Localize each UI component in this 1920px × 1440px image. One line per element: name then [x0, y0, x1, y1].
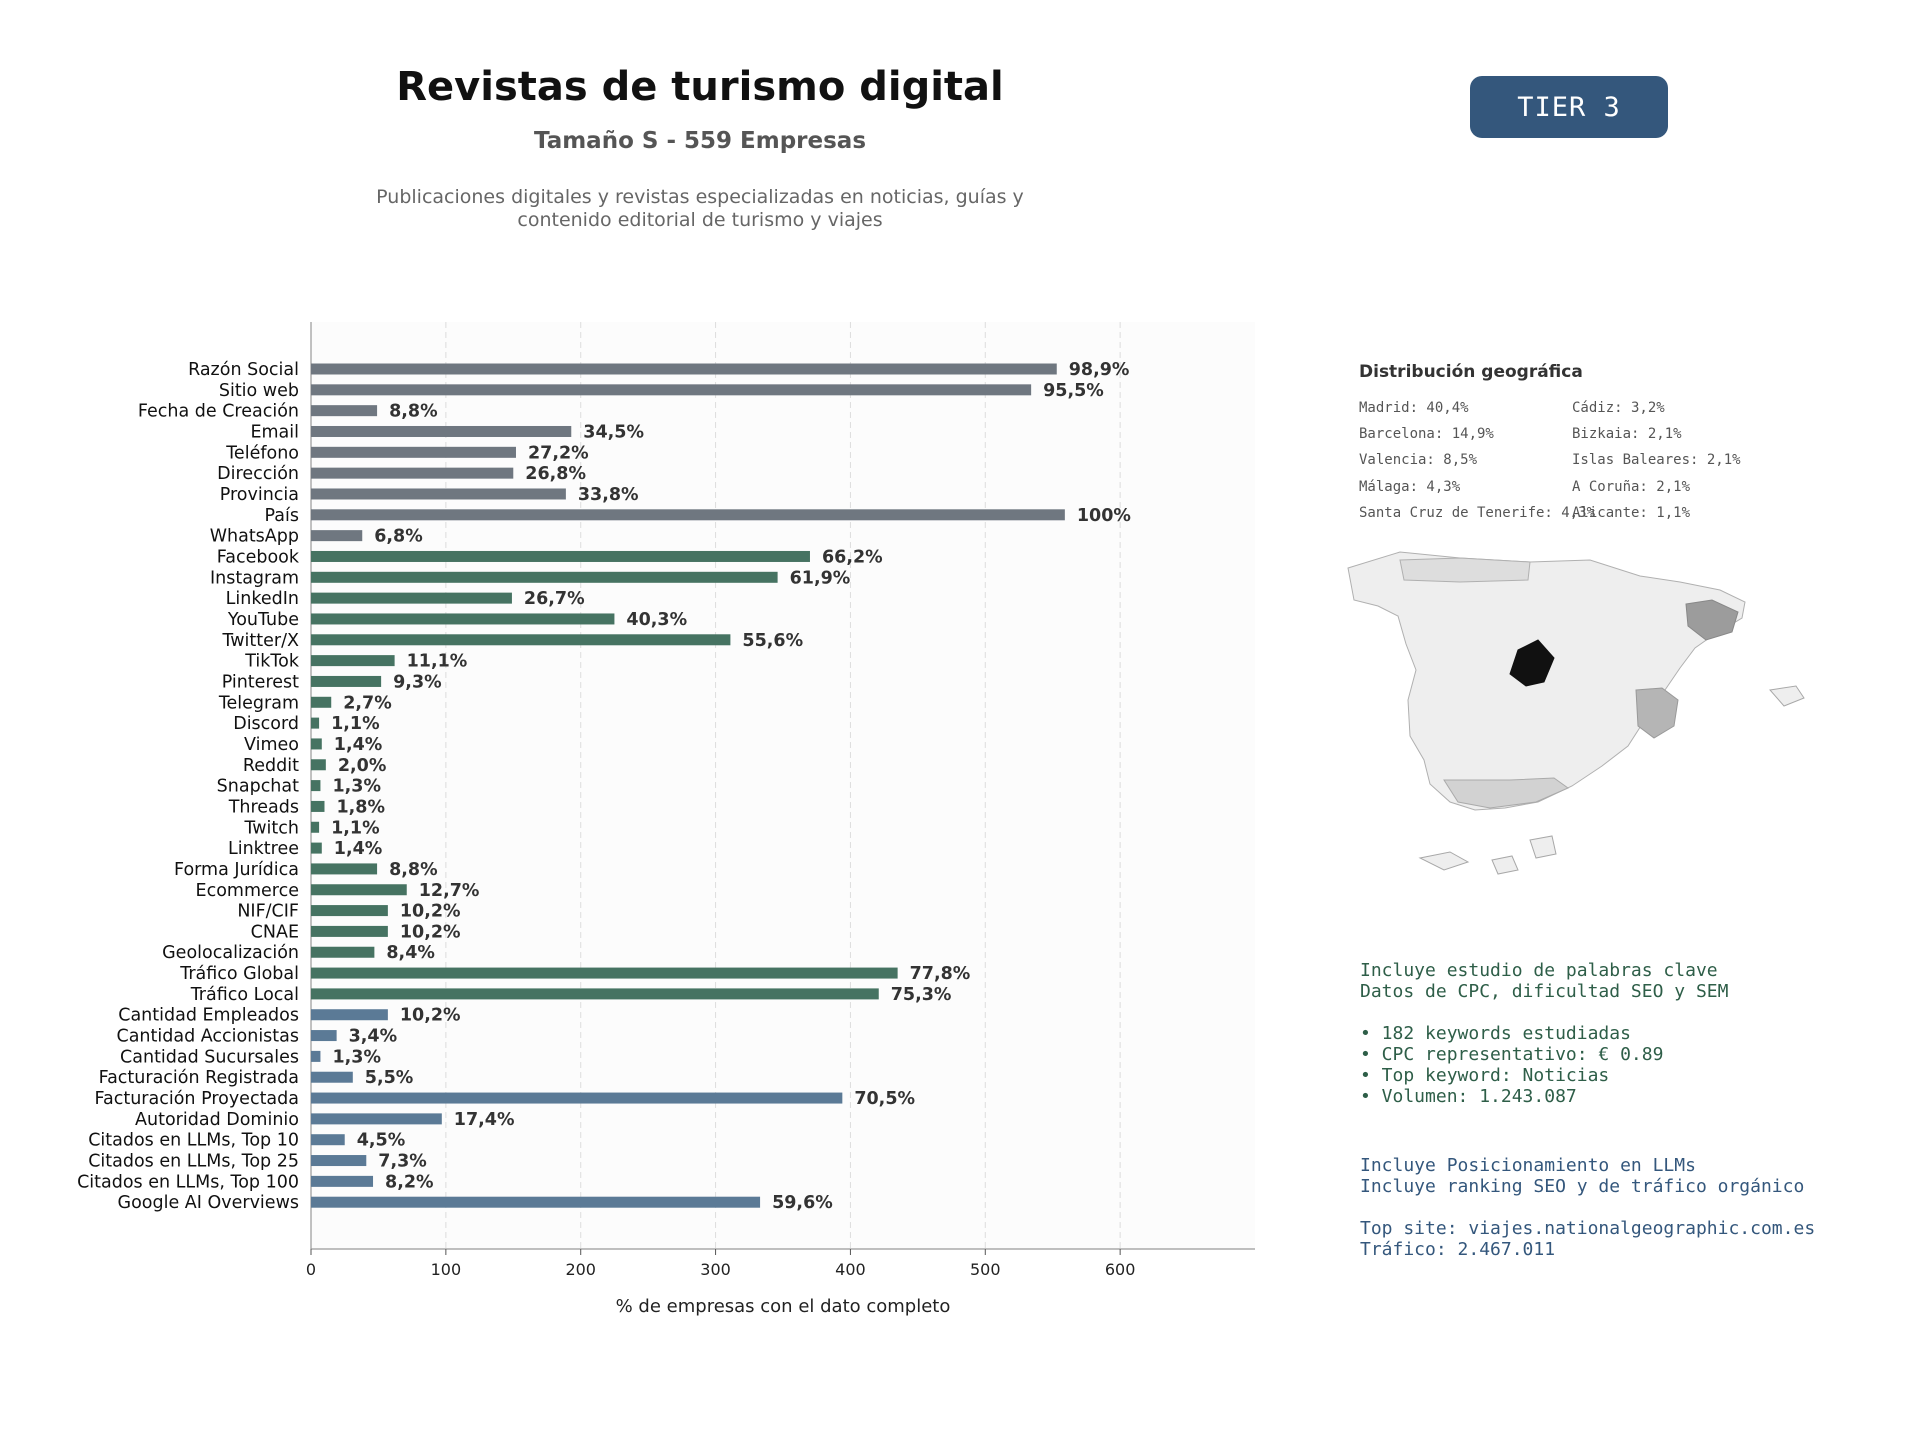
top-site-traffic: Tráfico: 2.467.011 — [1360, 1239, 1556, 1260]
value-label: 8,4% — [386, 943, 435, 964]
bar — [311, 509, 1065, 520]
value-label: 1,4% — [333, 839, 383, 860]
bar — [311, 1009, 388, 1020]
bar — [311, 1176, 373, 1187]
category-label: CNAE — [250, 922, 299, 943]
category-label: Discord — [233, 714, 299, 735]
category-label: Facturación Registrada — [98, 1068, 299, 1089]
category-label: Google AI Overviews — [117, 1193, 299, 1214]
x-tick-label: 400 — [835, 1260, 866, 1279]
geo-item: Alicante: 1,1% — [1572, 505, 1691, 521]
category-label: NIF/CIF — [237, 901, 299, 922]
value-label: 1,8% — [336, 797, 386, 818]
x-tick-label: 0 — [305, 1260, 317, 1279]
geo-item: Barcelona: 14,9% — [1359, 426, 1494, 442]
value-label: 61,9% — [789, 568, 851, 589]
value-label: 77,8% — [909, 964, 971, 985]
value-label: 2,7% — [343, 693, 392, 714]
category-label: Teléfono — [226, 443, 299, 464]
value-label: 55,6% — [742, 630, 804, 651]
bar — [311, 884, 407, 895]
geo-item: Islas Baleares: 2,1% — [1572, 452, 1741, 468]
bar — [311, 947, 374, 958]
bar — [311, 1155, 366, 1166]
category-label: Citados en LLMs, Top 25 — [88, 1151, 299, 1172]
category-label: Twitter/X — [222, 630, 299, 651]
category-label: Provincia — [219, 484, 299, 505]
plot-background — [311, 322, 1255, 1249]
bar — [311, 1093, 842, 1104]
value-label: 1,4% — [333, 734, 383, 755]
x-tick-label: 500 — [970, 1260, 1001, 1279]
value-label: 1,1% — [331, 714, 380, 735]
x-axis-label: % de empresas con el dato completo — [615, 1296, 951, 1317]
category-label: Fecha de Creación — [137, 401, 299, 422]
canary-islands — [1420, 836, 1556, 874]
category-label: Citados en LLMs, Top 100 — [77, 1172, 299, 1193]
keywords-bullet: • CPC representativo: € 0.89 — [1360, 1044, 1664, 1065]
keywords-bullet: • 182 keywords estudiadas — [1360, 1023, 1631, 1044]
category-label: LinkedIn — [225, 589, 299, 610]
category-label: Geolocalización — [162, 943, 299, 964]
bar — [311, 384, 1031, 395]
bar — [311, 613, 614, 624]
value-label: 6,8% — [374, 526, 423, 547]
valencia-region — [1636, 688, 1678, 738]
category-label: Facebook — [216, 547, 299, 568]
value-label: 98,9% — [1068, 360, 1130, 380]
value-label: 8,8% — [389, 401, 438, 422]
value-label: 95,5% — [1043, 380, 1104, 401]
bar — [311, 738, 322, 749]
category-label: Forma Jurídica — [174, 859, 299, 880]
bar — [311, 759, 326, 770]
category-label: Sitio web — [218, 380, 299, 401]
bar — [311, 447, 516, 458]
bar — [311, 1197, 760, 1208]
bar — [311, 1134, 345, 1145]
bar — [311, 572, 778, 583]
value-label: 1,3% — [332, 1047, 381, 1068]
category-label: Twitch — [244, 818, 299, 839]
geo-item: Madrid: 40,4% — [1359, 400, 1469, 416]
bar — [311, 593, 512, 604]
value-label: 10,2% — [399, 1005, 461, 1026]
bar — [311, 718, 319, 729]
value-label: 10,2% — [399, 901, 461, 922]
page-subtitle: Tamaño S - 559 Empresas — [533, 128, 867, 154]
value-label: 2,0% — [337, 755, 387, 776]
spain-map — [1340, 540, 1840, 910]
tier-badge: TIER 3 — [1470, 76, 1668, 138]
value-label: 34,5% — [583, 422, 644, 443]
balearic-islands — [1770, 686, 1804, 706]
value-label: 1,3% — [332, 776, 381, 797]
value-label: 1,1% — [331, 818, 380, 839]
bar — [311, 1051, 320, 1062]
category-label: Cantidad Empleados — [118, 1005, 299, 1026]
category-label: País — [264, 505, 299, 526]
category-label: Ecommerce — [195, 880, 299, 901]
category-label: Cantidad Sucursales — [120, 1047, 299, 1068]
category-label: Dirección — [217, 464, 299, 485]
bar — [311, 905, 388, 916]
bar — [311, 801, 324, 812]
x-tick-label: 100 — [430, 1260, 462, 1279]
value-label: 9,3% — [393, 672, 442, 693]
bar — [311, 364, 1057, 375]
value-label: 59,6% — [772, 1193, 833, 1214]
category-label: Email — [250, 422, 299, 443]
value-label: 8,2% — [385, 1172, 434, 1193]
peninsula-outline — [1348, 552, 1745, 810]
category-label: Linktree — [227, 839, 299, 860]
bar — [311, 551, 810, 562]
keywords-line-1: Incluye estudio de palabras clave — [1360, 960, 1718, 981]
bar — [311, 1113, 442, 1124]
category-label: Tráfico Local — [190, 984, 299, 1005]
value-label: 27,2% — [527, 443, 589, 464]
geo-item: Santa Cruz de Tenerife: 4,3% — [1359, 505, 1596, 521]
value-label: 75,3% — [890, 984, 952, 1005]
llm-line-1: Incluye Posicionamiento en LLMs — [1360, 1155, 1696, 1176]
value-label: 26,8% — [525, 464, 587, 485]
value-label: 26,7% — [523, 589, 585, 610]
llm-line-2: Incluye ranking SEO y de tráfico orgánico — [1360, 1176, 1805, 1197]
bar — [311, 1030, 337, 1041]
value-label: 3,4% — [348, 1026, 398, 1047]
bar — [311, 822, 319, 833]
category-label: Snapchat — [216, 776, 299, 797]
category-label: Instagram — [209, 568, 299, 589]
value-label: 66,2% — [821, 547, 883, 568]
bar — [311, 843, 322, 854]
category-label: Reddit — [242, 755, 299, 776]
value-label: 17,4% — [453, 1109, 515, 1130]
bar — [311, 676, 381, 687]
geo-item: Bizkaia: 2,1% — [1572, 426, 1682, 442]
description-line-1: Publicaciones digitales y revistas especializadas en noticias, guías y — [376, 186, 1024, 208]
category-label: TikTok — [245, 651, 299, 672]
category-label: Cantidad Accionistas — [116, 1026, 299, 1047]
bar — [311, 697, 331, 708]
value-label: 70,5% — [854, 1089, 916, 1110]
bar — [311, 634, 730, 645]
value-label: 4,5% — [356, 1130, 406, 1151]
value-label: 10,2% — [399, 922, 461, 943]
keywords-bullet: • Volumen: 1.243.087 — [1360, 1086, 1577, 1107]
value-label: 11,1% — [406, 651, 468, 672]
geo-title: Distribución geográfica — [1359, 362, 1583, 382]
bar — [311, 405, 377, 416]
bar — [311, 988, 879, 999]
description-line-2: contenido editorial de turismo y viajes — [517, 209, 883, 231]
category-label: Citados en LLMs, Top 10 — [88, 1130, 299, 1151]
bar — [311, 468, 513, 479]
bar — [311, 780, 320, 791]
x-tick-label: 200 — [565, 1260, 596, 1279]
category-label: Autoridad Dominio — [135, 1109, 299, 1130]
bar — [311, 655, 395, 666]
geo-item: Cádiz: 3,2% — [1572, 400, 1665, 416]
north-region — [1400, 558, 1530, 582]
category-label: Facturación Proyectada — [94, 1089, 299, 1110]
value-label: 100% — [1076, 505, 1131, 526]
value-label: 12,7% — [418, 880, 480, 901]
page-title: Revistas de turismo digital — [396, 64, 1004, 110]
value-label: 7,3% — [378, 1151, 427, 1172]
bar — [311, 530, 362, 541]
top-site: Top site: viajes.nationalgeographic.com.es — [1360, 1218, 1816, 1239]
keywords-bullet: • Top keyword: Noticias — [1360, 1065, 1610, 1086]
category-label: Pinterest — [221, 672, 299, 693]
value-label: 40,3% — [626, 609, 688, 630]
bar — [311, 488, 566, 499]
category-label: YouTube — [227, 609, 299, 630]
bar — [311, 926, 388, 937]
x-tick-label: 600 — [1104, 1260, 1136, 1279]
value-label: 33,8% — [577, 484, 639, 505]
geo-item: Málaga: 4,3% — [1359, 479, 1461, 495]
bar — [311, 863, 377, 874]
geo-item: A Coruña: 2,1% — [1572, 479, 1691, 495]
category-label: Vimeo — [244, 734, 299, 755]
bar — [311, 968, 898, 979]
keywords-line-2: Datos de CPC, dificultad SEO y SEM — [1360, 981, 1729, 1002]
category-label: Tráfico Global — [180, 964, 299, 985]
value-label: 5,5% — [364, 1068, 414, 1089]
category-label: Telegram — [218, 693, 299, 714]
category-label: Razón Social — [188, 360, 299, 380]
bar — [311, 426, 571, 437]
category-label: WhatsApp — [209, 526, 299, 547]
x-tick-label: 300 — [700, 1260, 731, 1279]
value-label: 8,8% — [389, 859, 438, 880]
bar — [311, 1072, 353, 1083]
category-label: Threads — [228, 797, 299, 818]
geo-item: Valencia: 8,5% — [1359, 452, 1478, 468]
